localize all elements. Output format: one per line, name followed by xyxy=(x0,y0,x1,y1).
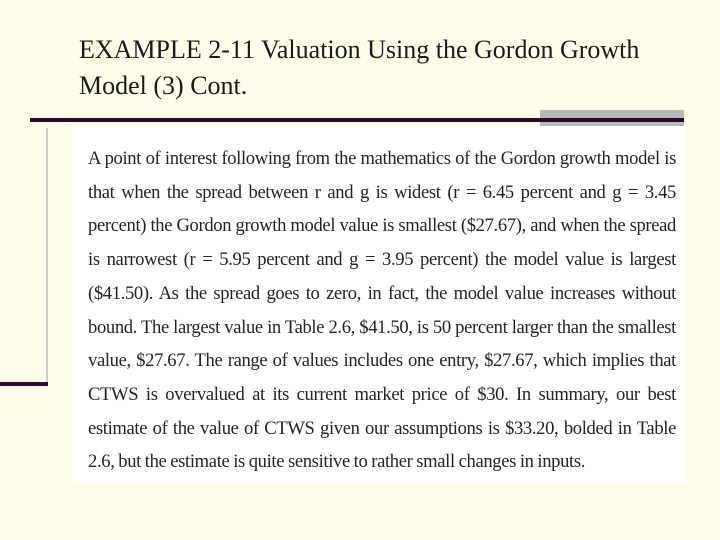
content-text: A point of interest following from the mathematics of the Gordon growth model is that when the spread between r and g is widest (r = 6.45 percent and g = 3.45 percent) the Gordon growth model value is smallest ($27.67), and when the spread is narrowest (r = 5.95 percent and g = 3.95 percent) the model value is largest ($41.50). As the spread goes to zero, in fact, the model value increases without bound. The largest value in Table 2.6, $41.50, is 50 percent larger than the smallest value, $27.67. The range of values includes one entry, $27.67, which implies that CTWS is overvalued at its current market price of $30. In summary, our best estimate of the value of CTWS given our assumptions is $33.20, bolded in Table 2.6, but the estimate is quite sensitive to rather small changes in inputs. xyxy=(88,148,676,473)
left-accent-bar xyxy=(0,128,48,383)
slide-title: EXAMPLE 2-11 Valuation Using the Gordon Growth Model (3) Cont. xyxy=(79,35,640,100)
left-accent-rule xyxy=(0,382,48,386)
content-panel xyxy=(72,126,686,482)
title-rule xyxy=(30,118,684,122)
